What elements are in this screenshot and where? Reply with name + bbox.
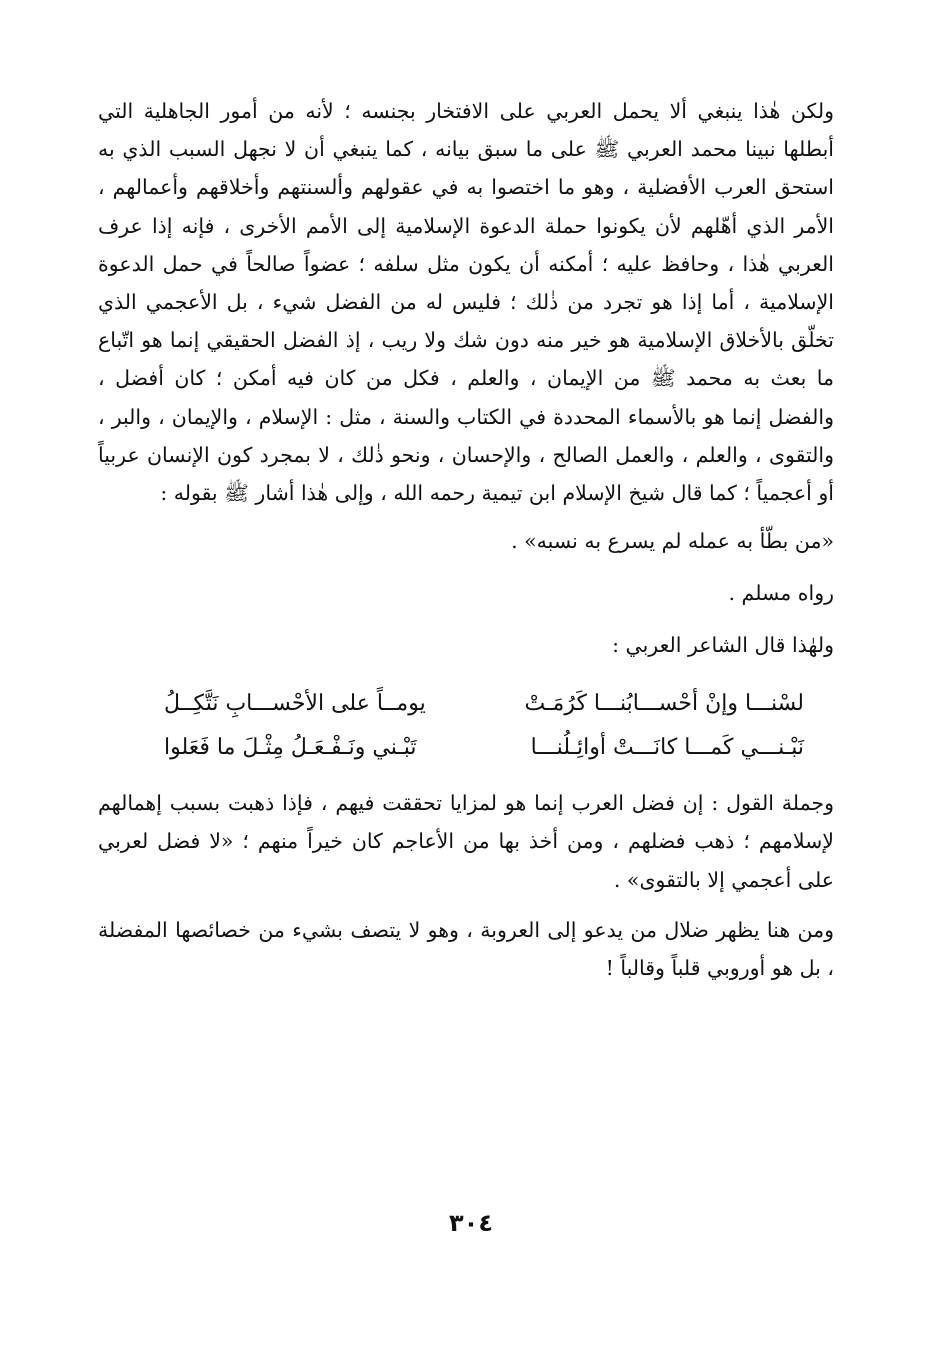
poem-hemistich-second: تَبْـني ونَـفْـعَـلُ مِثْـلَ ما فَعَلوا [164, 735, 417, 761]
poem-verse [164, 726, 804, 770]
poet-intro: ولهٰذا قال الشاعر العربي : [612, 633, 834, 658]
poem-verse [164, 682, 804, 726]
page-body [98, 92, 834, 987]
hadith-quote: «من بطّأ به عمله لم يسرع به نسبه» . [511, 529, 834, 554]
paragraph-main: ولكن هٰذا ينبغي ألا يحمل العربي على الافتخار بجنسه ؛ لأنه من أمور الجاهلية التي أبطلها نبينا محمد العربي ﷺ على ما سبق بيانه ، كما ينبغي أن لا نجهل السبب الذي به استحق العرب الأفضلية ، وهو ما اختصوا به في عقولهم وألسنتهم وأخلاقهم وأعمالهم ، الأمر الذي أهّلهم لأن يكونوا حملة الدعوة الإسلامية إلى الأمم الأخرى ، فإنه إذا عرف العربي هٰذا ، وحافظ عليه ؛ أمكنه أن يكون مثل سلفه ؛ عضواً صالحاً في حمل الدعوة الإسلامية ، أما إذا هو تجرد من ذٰلك ؛ فليس له من الفضل شيء ، بل الأعجمي الذي تخلّق بالأخلاق الإسلامية هو خير منه دون شك ولا ريب ، إذ الفضل الحقيقي إنما هو اتّباع ما بعث به محمد ﷺ من الإيمان ، والعلم ، فكل من كان فيه أمكن ؛ كان أفضل ، والفضل إنما هو بالأسماء المحددة في الكتاب والسنة ، مثل : الإسلام ، والإيمان ، والبر ، والتقوى ، والعلم ، والعمل الصالح ، والإحسان ، ونحو ذٰلك ، لا بمجرد كون الإنسان عربياً أو أعجمياً ؛ كما قال شيخ الإسلام ابن تيمية رحمه الله ، وإلى هٰذا أشار ﷺ بقوله : [98, 99, 834, 506]
poem-hemistich-first: نَبْـنـــي كَمـــا كانَـــتْ أوائِـلُنـــا [530, 735, 804, 761]
poem-hemistich-second: يومــاً على الأحْســـابِ نَتَّكِــلُ [164, 691, 426, 717]
paragraph-final: ومن هنا يظهر ضلال من يدعو إلى العروبة ، وهو لا يتصف بشيء من خصائصها المفضلة ، بل هو أوروبي قلباً وقالباً ! [98, 917, 834, 981]
hadith-narrator: رواه مسلم . [728, 581, 834, 606]
poem [98, 682, 834, 770]
poem-hemistich-first: لسْنـــا وإنْ أحْســـابُنـــا كَرُمَـتْ [524, 691, 804, 717]
paragraph-conclusion: وجملة القول : إن فضل العرب إنما هو لمزايا تحققت فيهم ، فإذا ذهبت بسبب إهمالهم لإسلامهم ؛ ذهب فضلهم ، ومن أخذ بها من الأعاجم كان خيراً منهم ؛ «لا فضل لعربي على أعجمي إلا بالتقوى» . [98, 791, 834, 892]
page-number: ٣٠٤ [449, 1209, 493, 1237]
